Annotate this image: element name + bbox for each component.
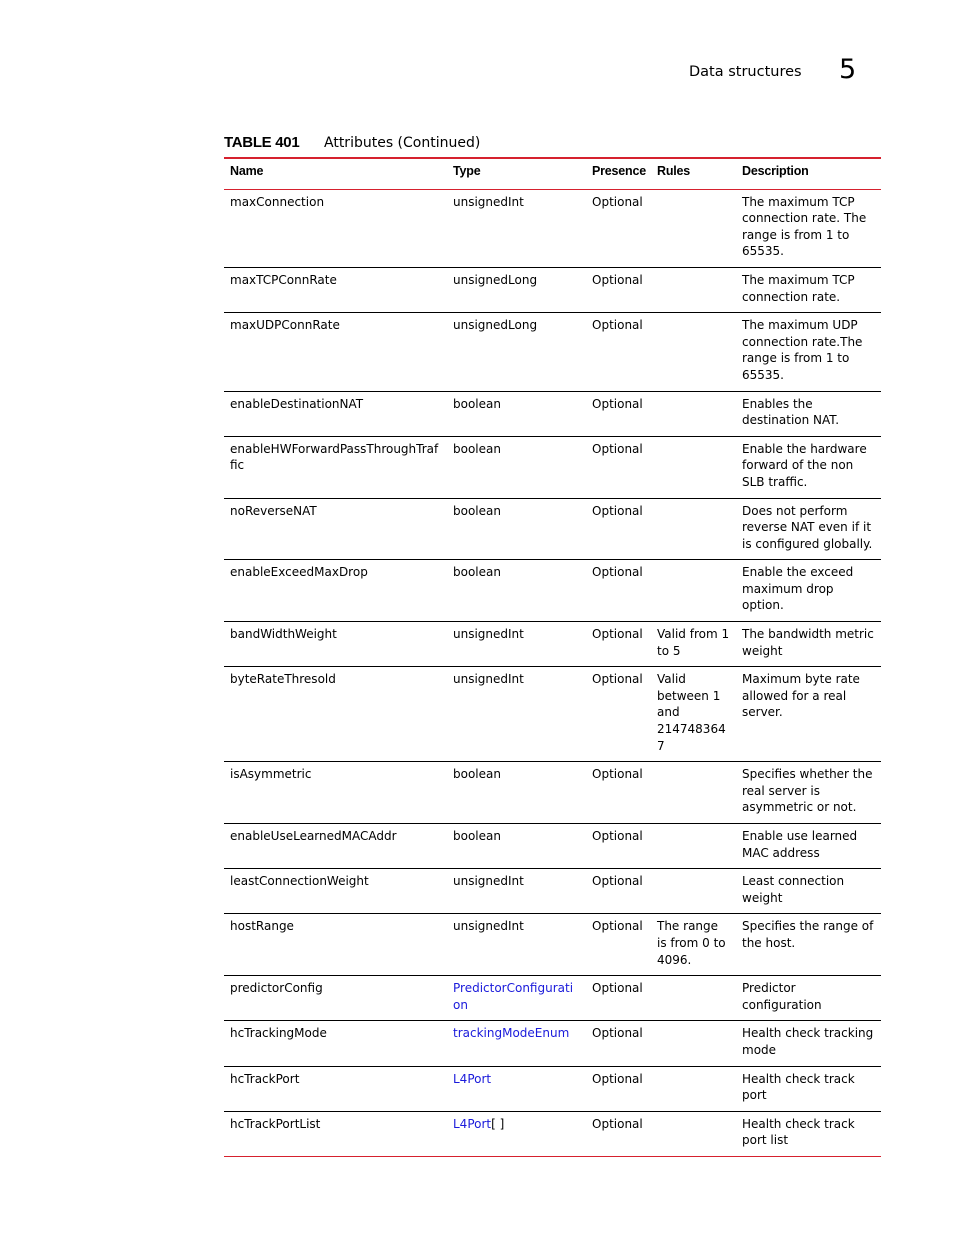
- cell-description: Enable the exceed maximum drop option.: [736, 560, 881, 622]
- table-row: [224, 436, 881, 498]
- cell-description: Health check tracking mode: [736, 1021, 881, 1066]
- cell-description: Specifies whether the real server is asymmetric or not.: [736, 762, 881, 824]
- table-row: [224, 1021, 881, 1066]
- chapter-number: 5: [839, 54, 857, 85]
- table-row: [224, 667, 881, 762]
- cell-rules: [651, 1066, 736, 1111]
- cell-type: [447, 189, 586, 267]
- type-text: unsignedInt: [453, 919, 524, 934]
- cell-presence: Optional: [586, 313, 651, 391]
- cell-name: hcTrackPortList: [224, 1111, 447, 1156]
- cell-type: [447, 667, 586, 762]
- cell-rules: [651, 824, 736, 869]
- cell-presence: Optional: [586, 267, 651, 312]
- cell-description: Does not perform reverse NAT even if it is configured globally.: [736, 498, 881, 560]
- type-text: boolean: [453, 767, 501, 782]
- cell-rules: [651, 267, 736, 312]
- cell-name: hcTrackingMode: [224, 1021, 447, 1066]
- cell-description: Enable use learned MAC address: [736, 824, 881, 869]
- cell-rules: [651, 762, 736, 824]
- cell-rules: [651, 869, 736, 914]
- cell-rules: [651, 498, 736, 560]
- cell-presence: Optional: [586, 436, 651, 498]
- type-text: unsignedLong: [453, 318, 538, 333]
- cell-name: predictorConfig: [224, 976, 447, 1021]
- cell-type: [447, 498, 586, 560]
- cell-rules: [651, 1021, 736, 1066]
- cell-rules: The range is from 0 to 4096.: [651, 914, 736, 976]
- cell-type: [447, 762, 586, 824]
- cell-name: enableUseLearnedMACAddr: [224, 824, 447, 869]
- table-row: [224, 498, 881, 560]
- cell-name: hcTrackPort: [224, 1066, 447, 1111]
- cell-rules: [651, 1111, 736, 1156]
- type-text: unsignedInt: [453, 874, 524, 889]
- table-title: Attributes (Continued): [324, 135, 481, 151]
- cell-presence: Optional: [586, 391, 651, 436]
- cell-presence: Optional: [586, 869, 651, 914]
- cell-description: Enable the hardware forward of the non SLB traffic.: [736, 436, 881, 498]
- type-link[interactable]: PredictorConfiguration: [453, 981, 574, 1012]
- cell-type[interactable]: [447, 1021, 586, 1066]
- cell-name: hostRange: [224, 914, 447, 976]
- type-text: unsignedInt: [453, 194, 524, 209]
- cell-name: leastConnectionWeight: [224, 869, 447, 914]
- cell-name: maxUDPConnRate: [224, 313, 447, 391]
- cell-presence: Optional: [586, 1111, 651, 1156]
- table-row: [224, 976, 881, 1021]
- table-row: [224, 560, 881, 622]
- cell-type: [447, 267, 586, 312]
- table-body: [224, 189, 881, 1156]
- cell-type: [447, 869, 586, 914]
- cell-rules: [651, 436, 736, 498]
- cell-description: Least connection weight: [736, 869, 881, 914]
- type-text: boolean: [453, 441, 501, 456]
- cell-type[interactable]: [447, 1066, 586, 1111]
- cell-presence: Optional: [586, 762, 651, 824]
- cell-description: The maximum TCP connection rate. The range is from 1 to 65535.: [736, 189, 881, 267]
- cell-name: isAsymmetric: [224, 762, 447, 824]
- table-row: [224, 1066, 881, 1111]
- cell-name: maxTCPConnRate: [224, 267, 447, 312]
- cell-type: [447, 824, 586, 869]
- attributes-table: [224, 157, 881, 1157]
- cell-rules: [651, 189, 736, 267]
- cell-name: byteRateThresold: [224, 667, 447, 762]
- cell-type: [447, 391, 586, 436]
- cell-name: bandWidthWeight: [224, 622, 447, 667]
- cell-name: enableHWForwardPassThroughTraffic: [224, 436, 447, 498]
- cell-presence: Optional: [586, 824, 651, 869]
- cell-type: [447, 622, 586, 667]
- cell-presence: Optional: [586, 914, 651, 976]
- cell-presence: Optional: [586, 498, 651, 560]
- cell-type: [447, 313, 586, 391]
- cell-presence: Optional: [586, 622, 651, 667]
- type-text: unsignedLong: [453, 272, 538, 287]
- table-row: [224, 313, 881, 391]
- cell-description: The maximum UDP connection rate.The range is from 1 to 65535.: [736, 313, 881, 391]
- column-header-type: Type: [447, 158, 586, 189]
- type-text: unsignedInt: [453, 627, 524, 642]
- cell-name: noReverseNAT: [224, 498, 447, 560]
- table-row: [224, 824, 881, 869]
- cell-description: Health check track port: [736, 1066, 881, 1111]
- cell-name: maxConnection: [224, 189, 447, 267]
- cell-rules: [651, 976, 736, 1021]
- type-text: boolean: [453, 396, 501, 411]
- type-link[interactable]: L4Port: [453, 1116, 492, 1131]
- type-link[interactable]: trackingModeEnum: [453, 1026, 570, 1041]
- cell-type[interactable]: [447, 1111, 586, 1156]
- type-text: boolean: [453, 503, 501, 518]
- type-text: boolean: [453, 565, 501, 580]
- table-row: [224, 189, 881, 267]
- cell-description: Specifies the range of the host.: [736, 914, 881, 976]
- table-header-row: [224, 158, 881, 189]
- column-header-name: Name: [224, 158, 447, 189]
- cell-type: [447, 560, 586, 622]
- table-label: TABLE 401: [224, 134, 300, 151]
- cell-type[interactable]: [447, 976, 586, 1021]
- table-row: [224, 762, 881, 824]
- type-text: boolean: [453, 829, 501, 843]
- cell-type: [447, 914, 586, 976]
- table-row: [224, 622, 881, 667]
- cell-presence: Optional: [586, 1021, 651, 1066]
- cell-description: Enables the destination NAT.: [736, 391, 881, 436]
- cell-description: The bandwidth metric weight: [736, 622, 881, 667]
- cell-rules: [651, 560, 736, 622]
- cell-description: The maximum TCP connection rate.: [736, 267, 881, 312]
- cell-presence: Optional: [586, 560, 651, 622]
- cell-rules: Valid from 1 to 5: [651, 622, 736, 667]
- cell-description: Health check track port list: [736, 1111, 881, 1156]
- cell-rules: [651, 313, 736, 391]
- column-header-description: Description: [736, 158, 881, 189]
- cell-type: [447, 436, 586, 498]
- cell-description: Predictor configuration: [736, 976, 881, 1021]
- cell-rules: [651, 391, 736, 436]
- type-link[interactable]: L4Port: [453, 1071, 492, 1086]
- column-header-rules: Rules: [651, 158, 736, 189]
- table-row: [224, 914, 881, 976]
- type-text: unsignedInt: [453, 672, 524, 687]
- cell-presence: Optional: [586, 189, 651, 267]
- running-header-title: Data structures: [689, 64, 802, 80]
- column-header-presence: Presence: [586, 158, 651, 189]
- cell-presence: Optional: [586, 976, 651, 1021]
- cell-name: enableExceedMaxDrop: [224, 560, 447, 622]
- cell-rules: Valid between 1 and 2147483647: [651, 667, 736, 762]
- cell-name: enableDestinationNAT: [224, 391, 447, 436]
- cell-description: Maximum byte rate allowed for a real server.: [736, 667, 881, 762]
- table-row: [224, 869, 881, 914]
- type-array-suffix: [ ]: [491, 1116, 505, 1131]
- cell-presence: Optional: [586, 667, 651, 762]
- table-row: [224, 391, 881, 436]
- table-caption: [224, 134, 480, 151]
- cell-presence: Optional: [586, 1066, 651, 1111]
- table-row: [224, 1111, 881, 1156]
- table-row: [224, 267, 881, 312]
